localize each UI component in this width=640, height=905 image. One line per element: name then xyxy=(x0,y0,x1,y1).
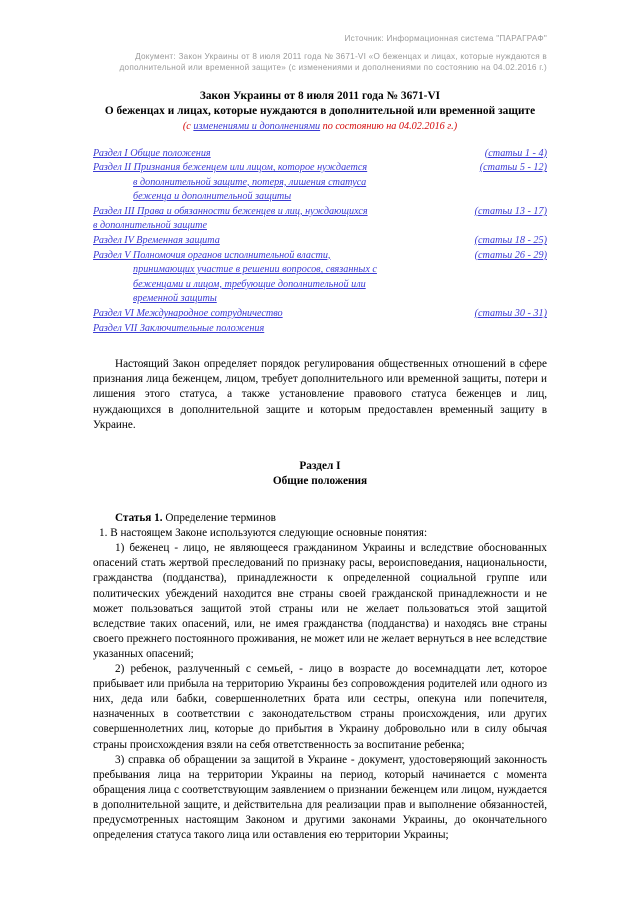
toc-link-section-2-cont-2[interactable]: беженца и дополнительной защиты xyxy=(133,191,292,203)
toc-link-section-1[interactable]: Раздел I Общие положения xyxy=(93,147,211,159)
amendment-prefix: (с xyxy=(182,120,194,132)
amendment-note xyxy=(90,120,550,134)
section-title: Общие положения xyxy=(272,474,368,487)
table-of-contents xyxy=(0,147,640,337)
toc-row xyxy=(93,234,547,249)
article-heading xyxy=(93,511,547,526)
toc-entry-articles xyxy=(465,234,547,249)
toc-link-section-2[interactable]: Раздел II Признания беженцем или лицом, которое нуждается xyxy=(93,162,368,174)
document-title-line-1: Закон Украины от 8 июля 2011 года № 3671-VI xyxy=(199,89,441,102)
toc-row xyxy=(93,307,547,322)
toc-row xyxy=(93,322,547,337)
toc-link-section-5-cont-3[interactable]: временной защиты xyxy=(133,293,217,305)
toc-entry-articles xyxy=(465,307,547,322)
toc-articles-section-5[interactable]: (статьи 26 - 29) xyxy=(474,249,547,261)
toc-articles-section-4[interactable]: (статьи 18 - 25) xyxy=(474,235,547,247)
toc-row xyxy=(93,161,547,205)
source-document-line: Документ: Закон Украины от 8 июля 2011 года № 3671-VI «О беженцах и лицах, которые нуждаются в дополнительной или временной защите» (с изменениями и дополнениями по состоянию на 04.02.2016 г.) xyxy=(119,51,547,72)
toc-row xyxy=(93,249,547,307)
toc-entry-title xyxy=(93,322,264,337)
definition-item-1: 1) беженец - лицо, не являющееся гражданином Украины и вследствие обоснованных опасений стать жертвой преследований по признаку расы, вероисповедания, национальности, гражданства (подданства), принадлежности к определенной социальной группе или политических убеждений находится вне страны своей гражданской принадлежности и не может пользоваться защитой этой страны или не желает пользоваться этой защитой вследствие таких опасений, или, не имея гражданства (подданства) и находясь вне страны своего прежнего постоянного проживания, не может или не желает вернуться в нее вследствие указанных опасений; xyxy=(93,542,547,660)
document-body xyxy=(0,357,640,843)
toc-link-section-6[interactable]: Раздел VI Международное сотрудничество xyxy=(93,308,283,320)
article-label: Статья 1. xyxy=(115,512,163,525)
article-title: Определение терминов xyxy=(162,512,276,525)
definition-item-2: 2) ребенок, разлученный с семьей, - лицо в возрасте до восемнадцати лет, которое прибывает или прибыла на территорию Украины без сопровождения родителей или одного из них, деда или бабки, совершеннолетних брата или сестры, опекуна или попечителя, назначенных в соответствии с законодательством страны происхождения, или других совершеннолетних лиц, которые до прибытия в Украину добровольно или в силу обычая страны происхождения взяли на себя ответственность за воспитание ребенка; xyxy=(93,663,547,751)
toc-entry-articles xyxy=(465,249,547,264)
toc-link-section-5-cont-1[interactable]: принимающих участие в решении вопросов, связанных с xyxy=(133,264,377,276)
toc-entry-title xyxy=(93,234,220,249)
toc-entry-title xyxy=(93,205,368,234)
toc-entry-title xyxy=(93,161,367,205)
document-title-line-2: О беженцах и лицах, которые нуждаются в дополнительной или временной защите xyxy=(104,104,536,117)
toc-articles-section-1[interactable]: (статьи 1 - 4) xyxy=(484,147,547,159)
section-heading xyxy=(93,459,547,489)
toc-entry-title xyxy=(93,249,377,307)
toc-entry-title xyxy=(93,147,211,162)
toc-entry-title xyxy=(93,307,283,322)
amendment-link[interactable]: изменениями и дополнениями xyxy=(193,120,321,132)
toc-row xyxy=(93,205,547,234)
section-number: Раздел I xyxy=(299,459,341,472)
clause-1: 1. В настоящем Законе используются следующие основные понятия: xyxy=(99,527,428,540)
toc-entry-articles xyxy=(475,147,547,162)
toc-link-section-5-cont-2[interactable]: беженцами и лицом, требующие дополнительной или xyxy=(133,278,366,290)
amendment-suffix: по состоянию на 04.02.2016 г.) xyxy=(320,120,458,132)
toc-articles-section-3[interactable]: (статьи 13 - 17) xyxy=(474,205,547,217)
toc-link-section-7[interactable]: Раздел VII Заключительные положения xyxy=(93,322,265,334)
toc-articles-section-6[interactable]: (статьи 30 - 31) xyxy=(474,308,547,320)
toc-row xyxy=(93,147,547,162)
toc-link-section-4[interactable]: Раздел IV Временная защита xyxy=(93,235,220,247)
definition-item-3: 3) справка об обращении за защитой в Украине - документ, удостоверяющий законность пребывания лица на территории Украины на период, который начинается с момента обращения лица с соответствующим заявлением о признании беженцем или лицом, нуждается в дополнительной защите, и действительна для реализации прав и выполнение обязанностей, предусмотренных настоящим Законом и другими законами Украины, до окончательного определения статуса такого лица или оставления ею территории Украины; xyxy=(93,753,547,842)
toc-link-section-2-cont-1[interactable]: в дополнительной защите, потеря, лишения статуса xyxy=(133,176,367,188)
document-title-block xyxy=(0,89,640,134)
toc-articles-section-2[interactable]: (статьи 5 - 12) xyxy=(479,162,547,174)
toc-link-section-3-cont-1[interactable]: в дополнительной защите xyxy=(93,220,207,232)
source-header xyxy=(0,0,640,74)
toc-link-section-3[interactable]: Раздел III Права и обязанности беженцев и лиц, нуждающихся xyxy=(93,205,368,217)
source-system-line: Источник: Информационная система "ПАРАГРАФ" xyxy=(344,34,547,43)
toc-entry-articles xyxy=(465,205,547,220)
intro-paragraph: Настоящий Закон определяет порядок регулирования общественных отношений в сфере признания лица беженцем, лицом, требует дополнительного или временной защиты, потери и лишения этого статуса, а также установление правового статуса беженцев и лиц, нуждающихся в дополнительной защите и которым предоставлен временный защиту в Украине. xyxy=(93,358,547,431)
toc-link-section-5[interactable]: Раздел V Полномочия органов исполнительной власти, xyxy=(93,249,331,261)
toc-entry-articles xyxy=(470,161,547,176)
